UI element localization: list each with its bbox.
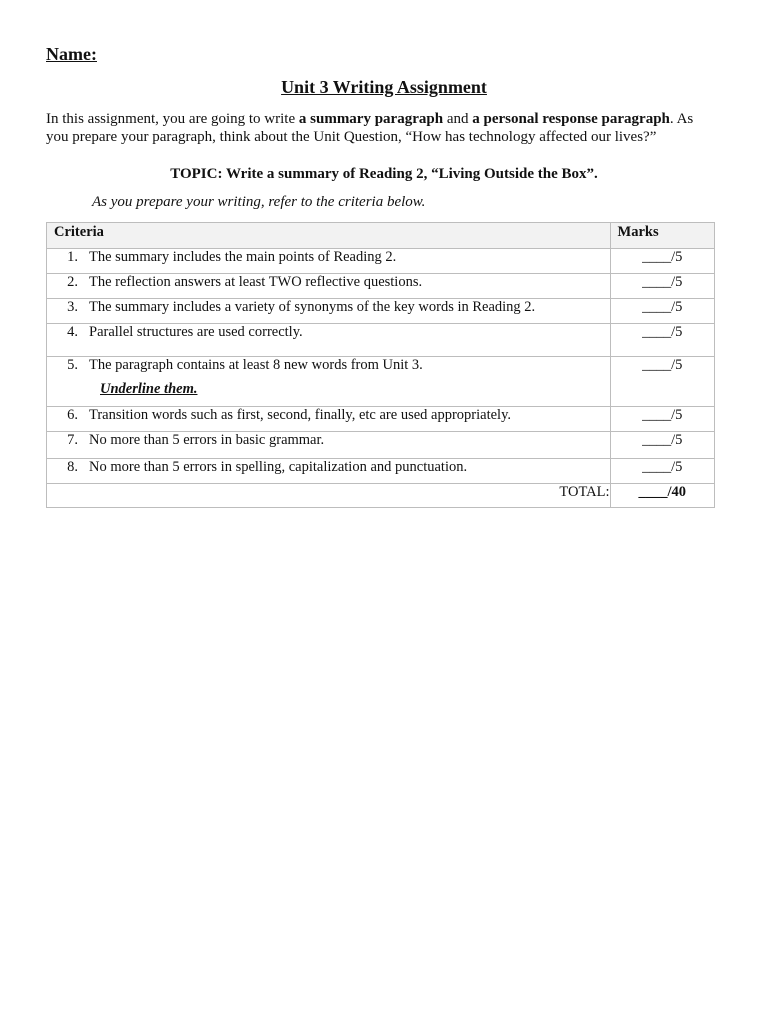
criteria-header: Criteria (47, 223, 611, 249)
table-row (47, 357, 715, 407)
criterion-text: No more than 5 errors in spelling, capitalization and punctuation. (89, 459, 468, 475)
mark-cell: ____/5 (610, 324, 714, 357)
criterion-number: 7. (67, 432, 78, 448)
intro-text-3: . As you prepare your paragraph, think about the Unit Question, “How has technology affected our lives?” (46, 111, 694, 145)
mark-cell: ____/5 (610, 274, 714, 299)
mark-cell: ____/5 (610, 299, 714, 324)
criterion-number: 2. (67, 274, 78, 290)
intro-text-1: In this assignment, you are going to write (46, 111, 299, 127)
criterion-text: The reflection answers at least TWO reflective questions. (89, 274, 423, 290)
table-row (47, 432, 715, 459)
total-row (47, 484, 715, 508)
topic-line: TOPIC: Write a summary of Reading 2, “Living Outside the Box”. (170, 166, 598, 182)
intro-bold-summary: a summary paragraph (298, 111, 444, 127)
table-row (47, 324, 715, 357)
table-row (47, 299, 715, 324)
criterion-number: 8. (67, 459, 78, 475)
criterion-number: 5. (67, 357, 78, 373)
criterion-cell (47, 274, 611, 299)
criterion-cell (47, 324, 611, 357)
criterion-number: 1. (67, 249, 78, 265)
criterion-text: No more than 5 errors in basic grammar. (89, 432, 325, 448)
criterion-text: The summary includes a variety of synonyms of the key words in Reading 2. (89, 299, 536, 315)
table-row (47, 459, 715, 484)
criterion-text: The paragraph contains at least 8 new words from Unit 3. (89, 357, 423, 373)
criterion-cell (47, 459, 611, 484)
instruction-line: As you prepare your writing, refer to the criteria below. (92, 194, 426, 210)
total-label: TOTAL: (47, 484, 611, 508)
mark-cell: ____/5 (610, 432, 714, 459)
criterion-cell (47, 249, 611, 274)
underline-instruction: Underline them. (100, 381, 198, 397)
table-header-row (47, 223, 715, 249)
total-mark: ____/40 (610, 484, 714, 508)
table-row (47, 407, 715, 432)
criterion-cell (47, 407, 611, 432)
document-title: Unit 3 Writing Assignment (281, 77, 487, 97)
intro-text-2: and (443, 111, 473, 127)
criterion-cell (47, 432, 611, 459)
table-row (47, 249, 715, 274)
criterion-number: 4. (67, 324, 78, 340)
intro-paragraph (46, 110, 706, 146)
criterion-text: Parallel structures are used correctly. (89, 324, 303, 340)
criterion-cell (47, 357, 611, 407)
name-label: Name: (46, 44, 97, 64)
criterion-text: The summary includes the main points of Reading 2. (89, 249, 397, 265)
table-row (47, 274, 715, 299)
mark-cell: ____/5 (610, 459, 714, 484)
mark-cell: ____/5 (610, 357, 714, 407)
criterion-number: 3. (67, 299, 78, 315)
criteria-table (46, 222, 715, 508)
marks-header: Marks (610, 223, 714, 249)
intro-bold-response: a personal response paragraph (472, 111, 670, 127)
criterion-text: Transition words such as first, second, finally, etc are used appropriately. (89, 407, 512, 423)
criterion-number: 6. (67, 407, 78, 423)
mark-cell: ____/5 (610, 407, 714, 432)
mark-cell: ____/5 (610, 249, 714, 274)
criterion-cell (47, 299, 611, 324)
